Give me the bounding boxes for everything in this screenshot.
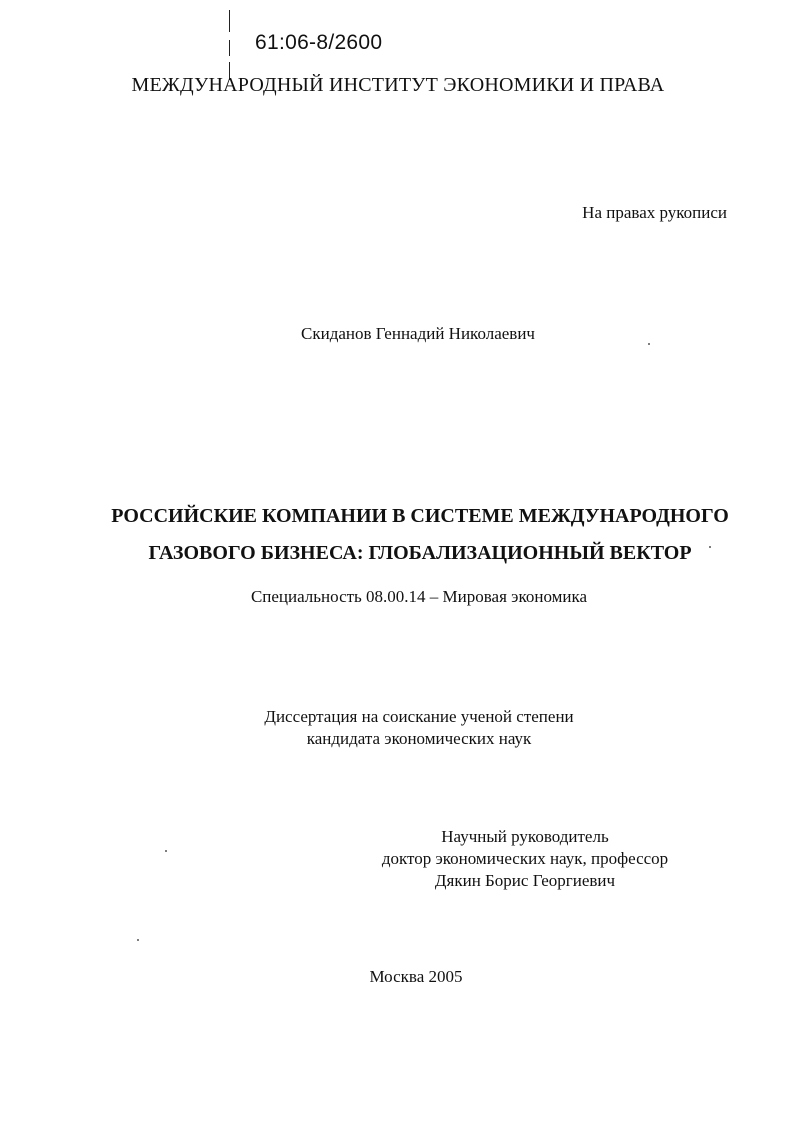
institute-name: МЕЖДУНАРОДНЫЙ ИНСТИТУТ ЭКОНОМИКИ И ПРАВА xyxy=(131,74,665,96)
title-line-1: РОССИЙСКИЕ КОМПАНИИ В СИСТЕМЕ МЕЖДУНАРОДНОГО xyxy=(111,505,729,527)
city-year: Москва 2005 xyxy=(369,967,463,986)
author-name: Скиданов Геннадий Николаевич xyxy=(301,324,535,343)
supervisor-name: Дякин Борис Георгиевич xyxy=(434,871,616,890)
title-line-2: ГАЗОВОГО БИЗНЕСА: ГЛОБАЛИЗАЦИОННЫЙ ВЕКТОР xyxy=(148,542,692,564)
scan-speck xyxy=(165,850,167,852)
specialty: Специальность 08.00.14 – Мировая экономика xyxy=(250,587,588,606)
scan-speck xyxy=(709,546,711,548)
scan-speck xyxy=(648,343,650,345)
supervisor-block xyxy=(360,826,690,892)
degree-statement xyxy=(0,706,796,750)
scan-mark-line xyxy=(229,40,230,56)
supervisor-role: Научный руководитель xyxy=(441,827,609,846)
scan-speck xyxy=(137,939,139,941)
dissertation-title xyxy=(0,498,796,572)
degree-line-2: кандидата экономических наук xyxy=(306,729,532,748)
rights-notice: На правах рукописи xyxy=(582,203,727,222)
degree-line-1: Диссертация на соискание ученой степени xyxy=(264,707,574,726)
archive-stamp: 61:06-8/2600 xyxy=(255,31,383,54)
scan-mark-line xyxy=(229,10,230,32)
supervisor-degree: доктор экономических наук, профессор xyxy=(381,849,669,868)
